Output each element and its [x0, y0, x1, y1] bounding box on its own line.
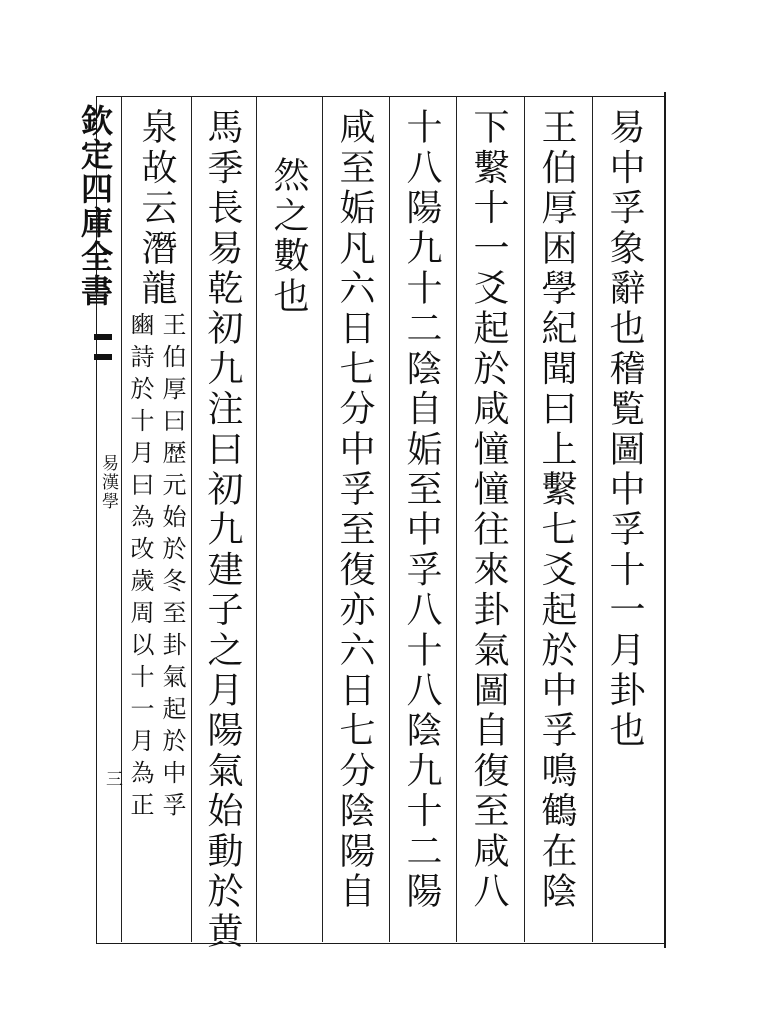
text-column-1: 易中孚象辭也稽覧圖中孚十一月卦也	[604, 108, 645, 752]
page-number: 三	[102, 770, 122, 787]
column-rule	[592, 96, 593, 942]
text-column-4: 十八陽九十二陰自姤至中孚八十八陰九十二陽	[401, 108, 442, 912]
column-rule	[191, 96, 192, 942]
column-rule	[256, 96, 257, 942]
text-column-5: 咸至姤凡六日七分中孚至復亦六日七分陰陽自	[334, 108, 375, 912]
column-rule	[456, 96, 457, 942]
outer-border	[660, 92, 666, 948]
text-column-6: 然之數也	[268, 156, 309, 317]
fishtail-mark	[94, 334, 112, 360]
text-column-8: 泉故云潛龍	[136, 108, 177, 309]
text-column-3: 下繫十一爻起於咸憧憧往來卦氣圖自復至咸八	[468, 108, 509, 912]
annotation-left: 豳詩於十月曰為改歲周以十一月為正	[126, 312, 154, 824]
column-rule	[389, 96, 390, 942]
column-rule	[524, 96, 525, 942]
book-title: 易漢學	[98, 454, 118, 511]
collection-title: 欽定四庫全書	[76, 104, 114, 308]
annotation-right: 王伯厚曰歴元始於冬至卦氣起於中孚	[158, 312, 186, 824]
column-rule	[322, 96, 323, 942]
column-rule	[121, 96, 122, 942]
text-column-2: 王伯厚困學紀聞曰上繫七爻起於中孚鳴鶴在陰	[536, 108, 577, 912]
text-column-7: 馬季長易乾初九注曰初九建子之月陽氣始動於黄	[202, 108, 243, 953]
